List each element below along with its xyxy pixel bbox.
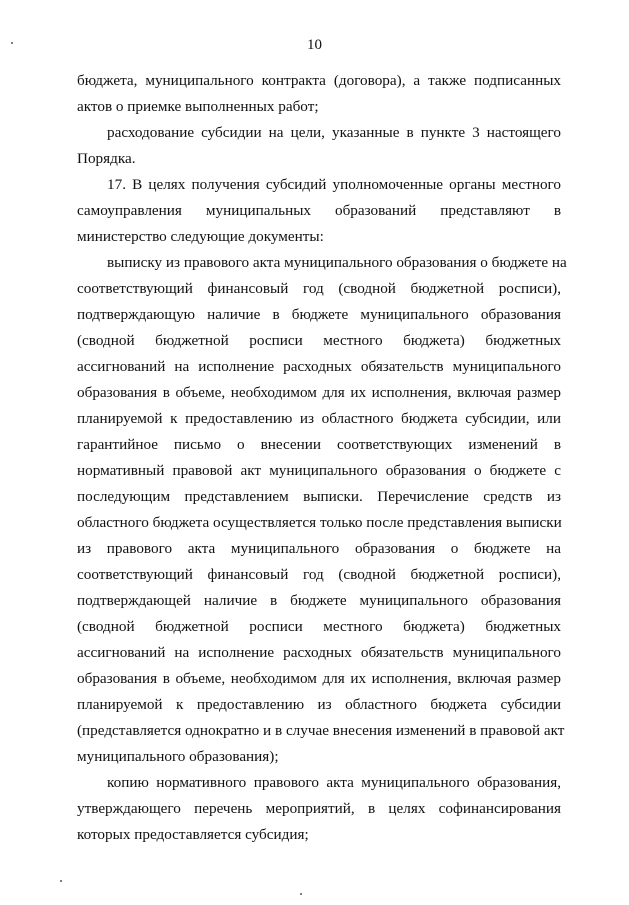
text-line: гарантийное письмо о внесении соответствующих изменений в xyxy=(77,436,561,453)
paragraph-extract xyxy=(77,250,567,770)
text-line: министерство следующие документы: xyxy=(77,228,324,245)
text-line: нормативный правовой акт муниципального образования о бюджете с xyxy=(77,462,561,479)
page-number: 10 xyxy=(307,37,322,53)
paragraph-copy-of-act xyxy=(77,770,561,848)
text-line: ассигнований на исполнение расходных обязательств муниципального xyxy=(77,358,561,375)
text-line: (сводной бюджетной росписи местного бюджета) бюджетных xyxy=(77,332,561,349)
text-line: планируемой к предоставлению из областного бюджета субсидии, или xyxy=(77,410,561,427)
text-line: расходование субсидии на цели, указанные в пункте 3 настоящего xyxy=(107,124,561,141)
text-line: самоуправления муниципальных образований представляют в xyxy=(77,202,561,219)
paragraph-expenditure xyxy=(77,120,561,172)
text-line: из правового акта муниципального образования о бюджете на xyxy=(77,540,561,557)
text-line: утверждающего перечень мероприятий, в целях софинансирования xyxy=(77,800,561,817)
text-line: областного бюджета осуществляется только после представления выписки xyxy=(77,514,562,531)
text-line: образования в объеме, необходимом для их исполнения, включая размер xyxy=(77,670,561,687)
text-line: образования в объеме, необходимом для их исполнения, включая размер xyxy=(77,384,561,401)
text-line: Порядка. xyxy=(77,150,136,167)
text-line: копию нормативного правового акта муниципального образования, xyxy=(107,774,561,791)
scan-speck xyxy=(60,880,62,882)
paragraph-item-17 xyxy=(77,172,561,250)
scan-speck xyxy=(11,42,13,44)
paragraph-continuation xyxy=(77,68,561,120)
text-line: выписку из правового акта муниципального образования о бюджете на xyxy=(107,254,567,271)
text-line: (представляется однократно и в случае внесения изменений в правовой акт xyxy=(77,722,565,739)
text-line: которых предоставляется субсидия; xyxy=(77,826,309,843)
text-line: планируемой к предоставлению из областного бюджета субсидии xyxy=(77,696,561,713)
text-line: соответствующий финансовый год (сводной бюджетной росписи), xyxy=(77,280,561,297)
text-line: последующим представлением выписки. Перечисление средств из xyxy=(77,488,561,505)
text-line: муниципального образования); xyxy=(77,748,279,765)
text-line: подтверждающей наличие в бюджете муниципального образования xyxy=(77,592,561,609)
text-line: подтверждающую наличие в бюджете муниципального образования xyxy=(77,306,561,323)
text-line: (сводной бюджетной росписи местного бюджета) бюджетных xyxy=(77,618,561,635)
text-line: 17. В целях получения субсидий уполномоченные органы местного xyxy=(107,176,561,193)
document-body xyxy=(77,68,567,848)
text-line: ассигнований на исполнение расходных обязательств муниципального xyxy=(77,644,561,661)
scan-speck xyxy=(300,893,302,895)
text-line: бюджета, муниципального контракта (договора), а также подписанных xyxy=(77,72,561,89)
text-line: актов о приемке выполненных работ; xyxy=(77,98,319,115)
text-line: соответствующий финансовый год (сводной бюджетной росписи), xyxy=(77,566,561,583)
